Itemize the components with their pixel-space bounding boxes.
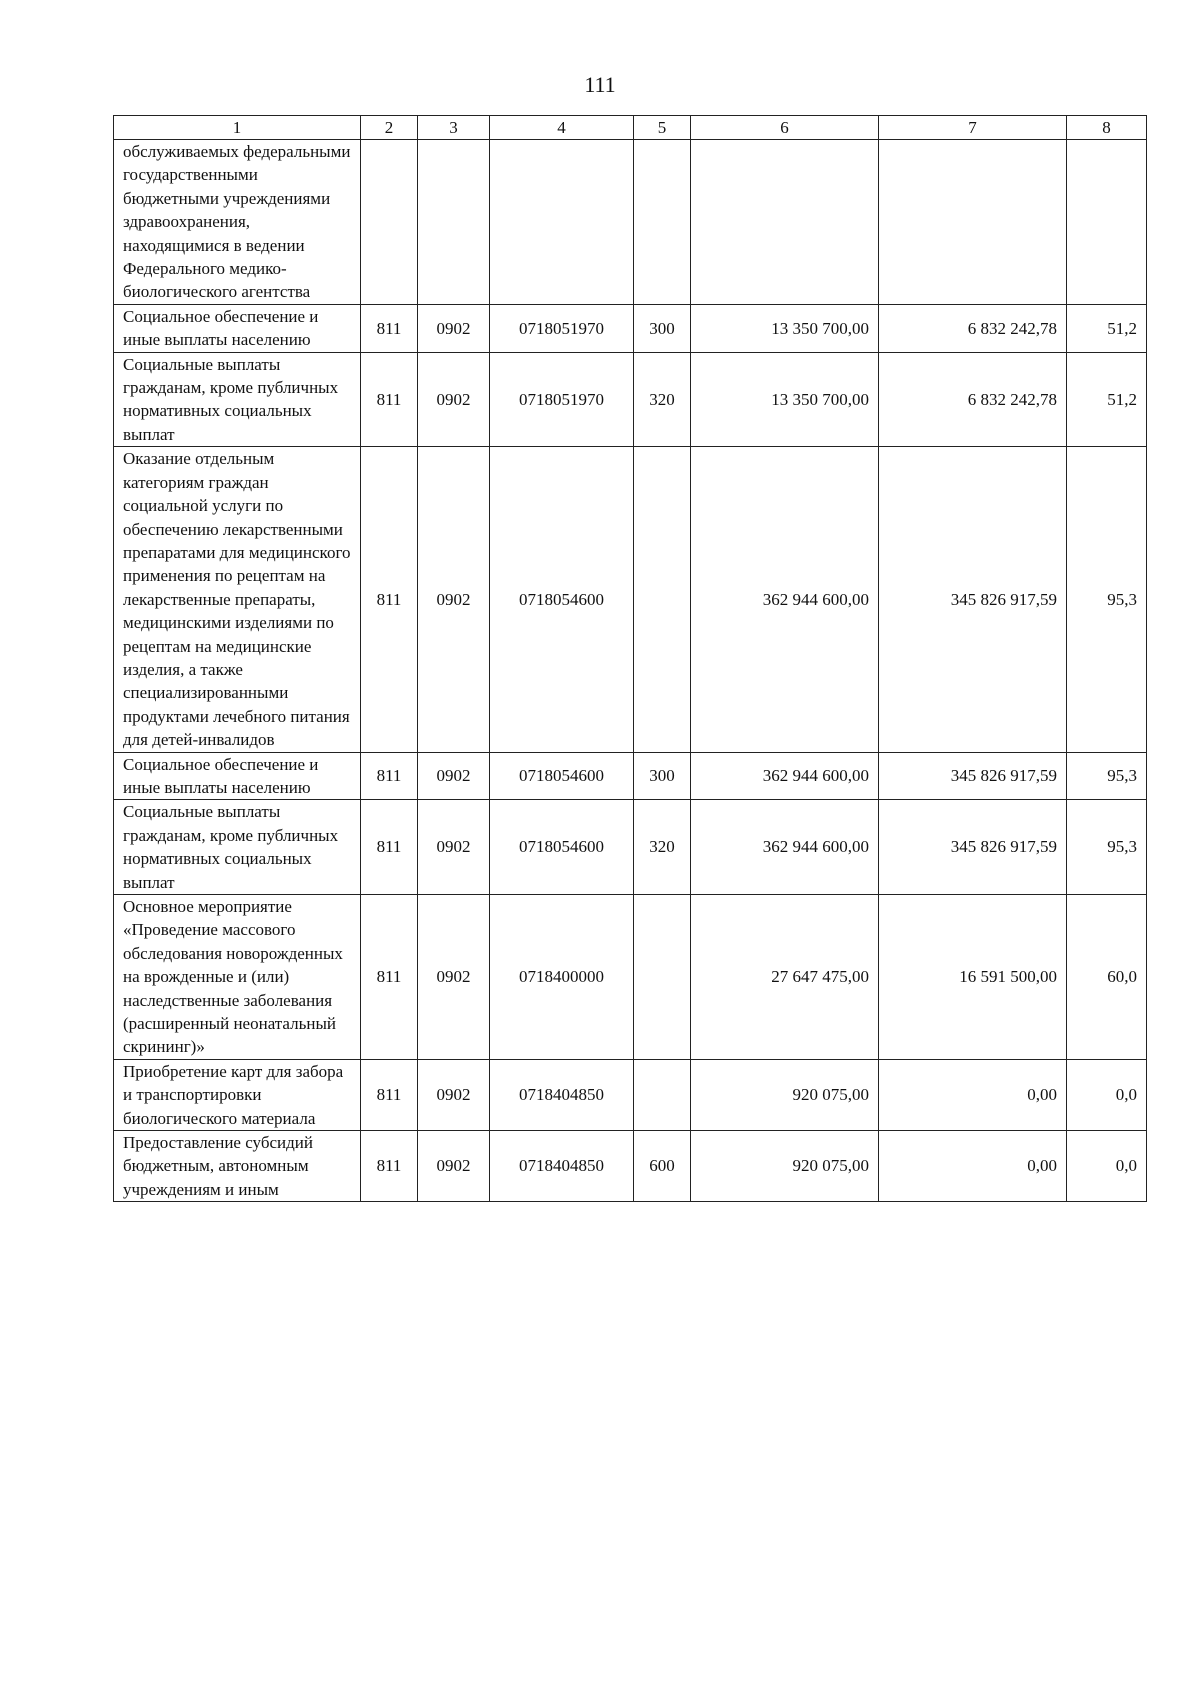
row-code-gr: 811 — [361, 447, 418, 752]
row-planned: 13 350 700,00 — [691, 352, 879, 447]
row-actual: 0,00 — [879, 1131, 1067, 1202]
row-name: Социальное обеспечение и иные выплаты населению — [114, 304, 361, 352]
row-code-section: 0902 — [418, 895, 490, 1060]
row-planned: 362 944 600,00 — [691, 447, 879, 752]
row-code-target: 0718404850 — [490, 1131, 634, 1202]
row-code-target: 0718054600 — [490, 752, 634, 800]
row-code-gr: 811 — [361, 800, 418, 895]
row-code-type — [634, 140, 691, 305]
col-header-8: 8 — [1067, 116, 1147, 140]
row-code-section: 0902 — [418, 447, 490, 752]
row-code-target: 0718404850 — [490, 1059, 634, 1130]
page-number: 111 — [584, 72, 616, 97]
row-name: Оказание отдельным категориям граждан социальной услуги по обеспечению лекарственными препаратами для медицинского применения по рецептам на лекарственные препараты, медицинскими изделиями по рецептам на медицинские изделия, а также специализированными продуктами лечебного питания для детей-инвалидов — [114, 447, 361, 752]
row-actual: 345 826 917,59 — [879, 800, 1067, 895]
row-code-target: 0718054600 — [490, 800, 634, 895]
row-code-gr — [361, 140, 418, 305]
row-code-type: 320 — [634, 800, 691, 895]
table-row — [114, 800, 1147, 895]
row-code-type — [634, 447, 691, 752]
table-row — [114, 447, 1147, 752]
row-percent — [1067, 140, 1147, 305]
row-code-gr: 811 — [361, 752, 418, 800]
row-percent: 0,0 — [1067, 1131, 1147, 1202]
row-planned: 920 075,00 — [691, 1059, 879, 1130]
header-row — [114, 116, 1147, 140]
table-row — [114, 352, 1147, 447]
row-code-target: 0718051970 — [490, 304, 634, 352]
row-code-gr: 811 — [361, 352, 418, 447]
table-row — [114, 304, 1147, 352]
row-code-type: 320 — [634, 352, 691, 447]
row-name: Приобретение карт для забора и транспортировки биологического материала — [114, 1059, 361, 1130]
row-actual: 16 591 500,00 — [879, 895, 1067, 1060]
table-row — [114, 140, 1147, 305]
row-name: Социальные выплаты гражданам, кроме публичных нормативных социальных выплат — [114, 800, 361, 895]
row-code-section: 0902 — [418, 1059, 490, 1130]
budget-table — [113, 115, 1147, 1202]
row-code-section: 0902 — [418, 1131, 490, 1202]
row-code-target: 0718400000 — [490, 895, 634, 1060]
col-header-4: 4 — [490, 116, 634, 140]
row-code-gr: 811 — [361, 1059, 418, 1130]
row-name: Основное мероприятие «Проведение массового обследования новорожденных на врожденные и (или) наследственные заболевания (расширенный неонатальный скрининг)» — [114, 895, 361, 1060]
row-actual — [879, 140, 1067, 305]
col-header-1: 1 — [114, 116, 361, 140]
row-planned: 27 647 475,00 — [691, 895, 879, 1060]
row-code-type: 300 — [634, 304, 691, 352]
row-planned: 13 350 700,00 — [691, 304, 879, 352]
col-header-5: 5 — [634, 116, 691, 140]
table-row — [114, 1131, 1147, 1202]
row-code-section — [418, 140, 490, 305]
row-code-section: 0902 — [418, 304, 490, 352]
row-code-type: 600 — [634, 1131, 691, 1202]
row-actual: 6 832 242,78 — [879, 352, 1067, 447]
row-percent: 60,0 — [1067, 895, 1147, 1060]
row-planned: 362 944 600,00 — [691, 752, 879, 800]
col-header-6: 6 — [691, 116, 879, 140]
table-row — [114, 895, 1147, 1060]
row-code-target: 0718054600 — [490, 447, 634, 752]
row-name: Социальные выплаты гражданам, кроме публичных нормативных социальных выплат — [114, 352, 361, 447]
row-code-section: 0902 — [418, 352, 490, 447]
col-header-2: 2 — [361, 116, 418, 140]
col-header-3: 3 — [418, 116, 490, 140]
row-percent: 95,3 — [1067, 447, 1147, 752]
row-code-gr: 811 — [361, 1131, 418, 1202]
row-percent: 95,3 — [1067, 752, 1147, 800]
row-planned: 362 944 600,00 — [691, 800, 879, 895]
row-code-type — [634, 1059, 691, 1130]
row-name: обслуживаемых федеральными государственными бюджетными учреждениями здравоохранения, находящимися в ведении Федерального медико-биологического агентства — [114, 140, 361, 305]
row-code-section: 0902 — [418, 800, 490, 895]
row-actual: 0,00 — [879, 1059, 1067, 1130]
row-planned — [691, 140, 879, 305]
row-actual: 6 832 242,78 — [879, 304, 1067, 352]
col-header-7: 7 — [879, 116, 1067, 140]
row-percent: 51,2 — [1067, 304, 1147, 352]
row-actual: 345 826 917,59 — [879, 447, 1067, 752]
row-code-target — [490, 140, 634, 305]
row-code-gr: 811 — [361, 304, 418, 352]
row-code-type — [634, 895, 691, 1060]
row-percent: 0,0 — [1067, 1059, 1147, 1130]
row-actual: 345 826 917,59 — [879, 752, 1067, 800]
table-row — [114, 752, 1147, 800]
row-code-target: 0718051970 — [490, 352, 634, 447]
row-code-section: 0902 — [418, 752, 490, 800]
row-code-gr: 811 — [361, 895, 418, 1060]
row-planned: 920 075,00 — [691, 1131, 879, 1202]
table-row — [114, 1059, 1147, 1130]
row-code-type: 300 — [634, 752, 691, 800]
row-name: Предоставление субсидий бюджетным, автономным учреждениям и иным — [114, 1131, 361, 1202]
row-name: Социальное обеспечение и иные выплаты населению — [114, 752, 361, 800]
row-percent: 95,3 — [1067, 800, 1147, 895]
row-percent: 51,2 — [1067, 352, 1147, 447]
